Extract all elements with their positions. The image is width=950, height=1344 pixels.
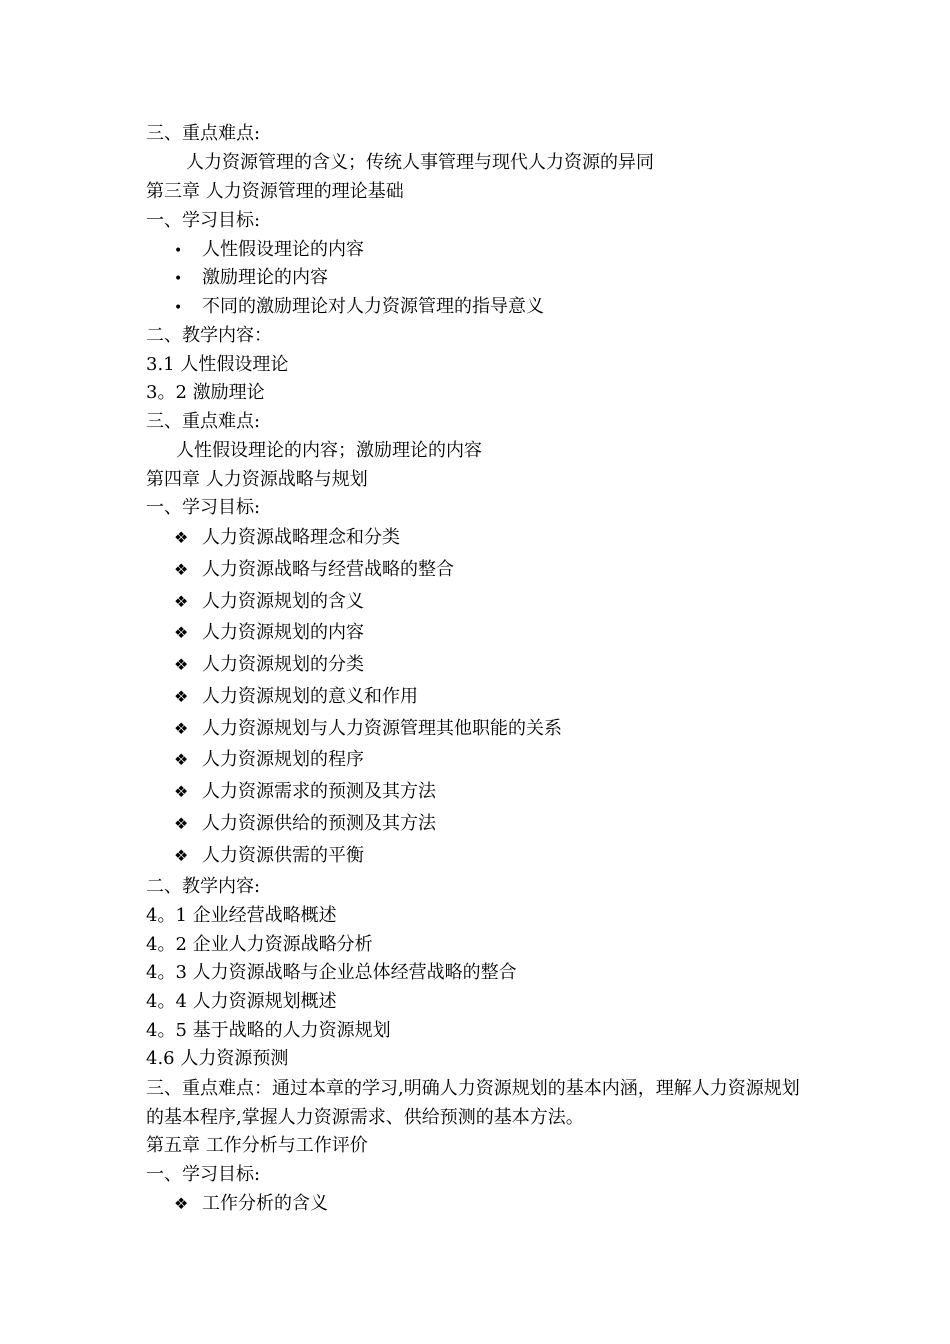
- section-heading: 二、教学内容：: [146, 325, 272, 346]
- section-heading: 三、重点难点:: [146, 123, 261, 144]
- section-heading: 一、学习目标:: [146, 1164, 261, 1185]
- body-text: 人性假设理论的内容；激励理论的内容: [176, 440, 482, 461]
- section-heading: 一、学习目标:: [146, 497, 261, 518]
- bullet-dot-icon: •: [174, 300, 183, 316]
- list-item: ❖ 人力资源规划与人力资源管理其他职能的关系: [174, 718, 562, 739]
- diamond-bullet-icon: ❖: [174, 719, 189, 738]
- section-heading: 一、学习目标:: [146, 210, 261, 231]
- list-item: ❖ 人力资源规划的内容: [174, 622, 364, 643]
- diamond-bullet-icon: ❖: [174, 1194, 189, 1213]
- bullet-dot-icon: •: [174, 243, 183, 259]
- diamond-bullet-icon: ❖: [174, 782, 189, 801]
- content-item: 4。3 人力资源战略与企业总体经营战略的整合: [146, 962, 517, 983]
- diamond-bullet-icon: ❖: [174, 687, 189, 706]
- section-heading: 三、重点难点:: [146, 411, 261, 432]
- list-item: ❖ 人力资源规划的意义和作用: [174, 686, 418, 707]
- list-item: ❖ 人力资源规划的含义: [174, 591, 364, 612]
- diamond-bullet-icon: ❖: [174, 560, 189, 579]
- list-item: ❖ 人力资源供需的平衡: [174, 845, 364, 866]
- list-item: ❖ 人力资源供给的预测及其方法: [174, 813, 436, 834]
- chapter-title: 第三章 人力资源管理的理论基础: [146, 181, 404, 202]
- list-item: ❖ 人力资源需求的预测及其方法: [174, 781, 436, 802]
- list-item: • 不同的激励理论对人力资源管理的指导意义: [174, 296, 544, 317]
- list-item: ❖ 人力资源战略理念和分类: [174, 527, 400, 548]
- content-item: 4。5 基于战略的人力资源规划: [146, 1020, 391, 1041]
- content-item: 3.1 人性假设理论: [146, 354, 289, 375]
- diamond-bullet-icon: ❖: [174, 592, 189, 611]
- diamond-bullet-icon: ❖: [174, 750, 189, 769]
- diamond-bullet-icon: ❖: [174, 528, 189, 547]
- chapter-title: 第四章 人力资源战略与规划: [146, 469, 368, 490]
- diamond-bullet-icon: ❖: [174, 623, 189, 642]
- list-item: ❖ 工作分析的含义: [174, 1193, 328, 1214]
- diamond-bullet-icon: ❖: [174, 655, 189, 674]
- content-item: 4.6 人力资源预测: [146, 1048, 289, 1069]
- diamond-bullet-icon: ❖: [174, 814, 189, 833]
- content-item: 4。2 企业人力资源战略分析: [146, 934, 373, 955]
- content-item: 3。2 激励理论: [146, 382, 265, 403]
- key-points-paragraph: 三、重点难点：通过本章的学习,明确人力资源规划的基本内涵，理解人力资源规划的基本程序,掌握人力资源需求、供给预测的基本方法。: [146, 1078, 800, 1128]
- body-text: 人力资源管理的含义；传统人事管理与现代人力资源的异同: [186, 152, 654, 173]
- section-heading: 二、教学内容:: [146, 876, 261, 897]
- content-item: 4。4 人力资源规划概述: [146, 991, 337, 1012]
- content-item: 4。1 企业经营战略概述: [146, 905, 337, 926]
- diamond-bullet-icon: ❖: [174, 846, 189, 865]
- chapter-title: 第五章 工作分析与工作评价: [146, 1135, 368, 1156]
- list-item: • 人性假设理论的内容: [174, 239, 364, 260]
- list-item: ❖ 人力资源战略与经营战略的整合: [174, 559, 454, 580]
- bullet-dot-icon: •: [174, 271, 183, 287]
- list-item: • 激励理论的内容: [174, 267, 328, 288]
- list-item: ❖ 人力资源规划的程序: [174, 749, 364, 770]
- list-item: ❖ 人力资源规划的分类: [174, 654, 364, 675]
